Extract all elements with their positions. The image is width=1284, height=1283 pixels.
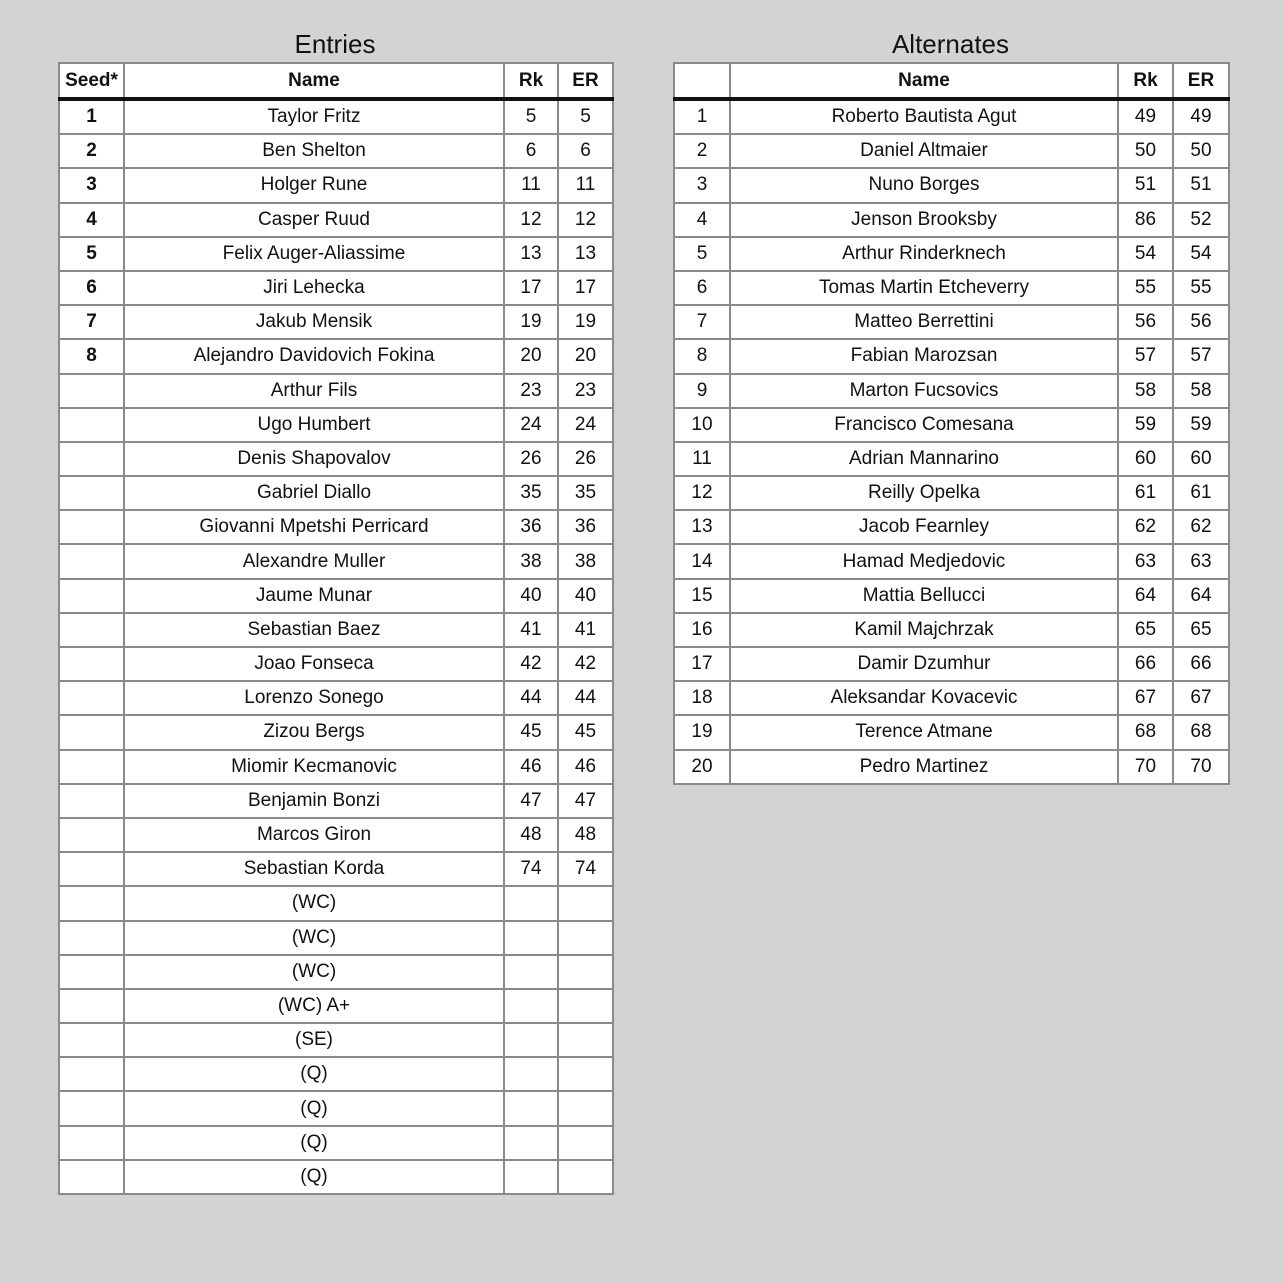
table-row [674,271,1229,305]
cell-name: Benjamin Bonzi [124,784,504,818]
cell-rk: 49 [1118,99,1173,134]
cell-er: 59 [1173,408,1229,442]
cell-er: 17 [558,271,613,305]
cell-rk: 74 [504,852,558,886]
cell-rk: 68 [1118,715,1173,749]
cell-rk: 56 [1118,305,1173,339]
table-row [59,1057,613,1091]
cell-num: 5 [674,237,730,271]
cell-num: 2 [674,134,730,168]
cell-er: 36 [558,510,613,544]
cell-rk [504,1023,558,1057]
cell-er: 40 [558,579,613,613]
cell-name: Joao Fonseca [124,647,504,681]
table-row [59,1126,613,1160]
cell-name: Matteo Berrettini [730,305,1118,339]
table-row [59,168,613,202]
table-row [674,544,1229,578]
table-row [674,715,1229,749]
cell-seed [59,476,124,510]
header-er: ER [1173,63,1229,99]
cell-rk: 58 [1118,374,1173,408]
cell-num: 9 [674,374,730,408]
cell-er: 65 [1173,613,1229,647]
cell-num: 19 [674,715,730,749]
cell-name: Fabian Marozsan [730,339,1118,373]
cell-name: (SE) [124,1023,504,1057]
cell-er: 24 [558,408,613,442]
table-row [674,750,1229,784]
cell-seed [59,544,124,578]
cell-name: Jacob Fearnley [730,510,1118,544]
cell-er: 45 [558,715,613,749]
cell-rk: 20 [504,339,558,373]
cell-name: Reilly Opelka [730,476,1118,510]
cell-name: Damir Dzumhur [730,647,1118,681]
cell-rk: 40 [504,579,558,613]
cell-name: Roberto Bautista Agut [730,99,1118,134]
table-row [59,339,613,373]
cell-rk [504,1126,558,1160]
cell-er: 60 [1173,442,1229,476]
cell-name: Sebastian Baez [124,613,504,647]
table-row [674,168,1229,202]
cell-rk: 48 [504,818,558,852]
table-row [59,1160,613,1194]
table-row [59,647,613,681]
cell-name: Giovanni Mpetshi Perricard [124,510,504,544]
cell-name: Hamad Medjedovic [730,544,1118,578]
cell-name: Daniel Altmaier [730,134,1118,168]
cell-er [558,886,613,920]
table-row [674,442,1229,476]
cell-name: (WC) [124,921,504,955]
cell-seed [59,955,124,989]
cell-rk: 13 [504,237,558,271]
table-row [674,134,1229,168]
cell-name: Marcos Giron [124,818,504,852]
cell-rk: 41 [504,613,558,647]
cell-seed [59,1126,124,1160]
cell-er: 44 [558,681,613,715]
cell-er: 63 [1173,544,1229,578]
cell-er: 55 [1173,271,1229,305]
cell-rk: 59 [1118,408,1173,442]
cell-rk: 46 [504,750,558,784]
table-row [59,681,613,715]
header-rk: Rk [504,63,558,99]
header-er: ER [558,63,613,99]
cell-rk [504,886,558,920]
table-row [59,203,613,237]
cell-name: Arthur Fils [124,374,504,408]
header-name: Name [730,63,1118,99]
cell-name: Ugo Humbert [124,408,504,442]
header-rk: Rk [1118,63,1173,99]
cell-seed [59,442,124,476]
cell-seed [59,510,124,544]
cell-er [558,1091,613,1125]
table-row [674,305,1229,339]
cell-er: 11 [558,168,613,202]
cell-rk: 63 [1118,544,1173,578]
cell-er: 13 [558,237,613,271]
cell-num: 7 [674,305,730,339]
cell-er: 42 [558,647,613,681]
entries-header-row [59,63,613,99]
header-name: Name [124,63,504,99]
table-row [59,886,613,920]
cell-name: Terence Atmane [730,715,1118,749]
table-row [59,442,613,476]
cell-seed [59,613,124,647]
table-row [674,579,1229,613]
cell-seed [59,852,124,886]
cell-name: Tomas Martin Etcheverry [730,271,1118,305]
cell-rk: 35 [504,476,558,510]
cell-name: Zizou Bergs [124,715,504,749]
cell-er: 38 [558,544,613,578]
cell-rk: 26 [504,442,558,476]
cell-er [558,1057,613,1091]
table-row [674,647,1229,681]
cell-er: 61 [1173,476,1229,510]
table-row [59,579,613,613]
cell-er [558,1160,613,1194]
cell-rk [504,1091,558,1125]
cell-rk [504,1057,558,1091]
table-row [59,955,613,989]
cell-name: Gabriel Diallo [124,476,504,510]
cell-rk [504,955,558,989]
table-row [59,305,613,339]
cell-rk: 64 [1118,579,1173,613]
cell-rk: 38 [504,544,558,578]
cell-er: 35 [558,476,613,510]
cell-name: Casper Ruud [124,203,504,237]
cell-name: (WC) [124,955,504,989]
table-row [674,374,1229,408]
cell-seed: 2 [59,134,124,168]
cell-name: Pedro Martinez [730,750,1118,784]
cell-name: Felix Auger-Aliassime [124,237,504,271]
cell-seed [59,647,124,681]
cell-er [558,989,613,1023]
cell-seed: 1 [59,99,124,134]
cell-rk [504,989,558,1023]
cell-name: Arthur Rinderknech [730,237,1118,271]
table-row [59,715,613,749]
cell-seed [59,784,124,818]
cell-er: 58 [1173,374,1229,408]
cell-er: 19 [558,305,613,339]
cell-seed [59,921,124,955]
cell-num: 10 [674,408,730,442]
cell-rk: 60 [1118,442,1173,476]
table-row [674,681,1229,715]
table-row [59,784,613,818]
cell-name: Nuno Borges [730,168,1118,202]
cell-num: 18 [674,681,730,715]
table-row [674,339,1229,373]
alternates-title: Alternates [891,29,1010,59]
cell-name: Jakub Mensik [124,305,504,339]
cell-er: 67 [1173,681,1229,715]
header-seed: Seed* [59,63,124,99]
cell-rk: 23 [504,374,558,408]
cell-rk [504,921,558,955]
cell-er: 57 [1173,339,1229,373]
cell-name: Miomir Kecmanovic [124,750,504,784]
cell-seed [59,579,124,613]
table-row [59,237,613,271]
cell-name: Alexandre Muller [124,544,504,578]
cell-er: 26 [558,442,613,476]
cell-num: 11 [674,442,730,476]
cell-seed [59,1160,124,1194]
cell-er: 20 [558,339,613,373]
cell-er [558,1126,613,1160]
cell-num: 3 [674,168,730,202]
cell-rk: 24 [504,408,558,442]
cell-name: Jiri Lehecka [124,271,504,305]
cell-name: Holger Rune [124,168,504,202]
table-row [674,408,1229,442]
table-row [59,476,613,510]
cell-seed [59,818,124,852]
cell-rk: 86 [1118,203,1173,237]
cell-er: 12 [558,203,613,237]
cell-num: 15 [674,579,730,613]
table-row [59,134,613,168]
cell-er: 5 [558,99,613,134]
cell-er: 50 [1173,134,1229,168]
cell-rk: 50 [1118,134,1173,168]
cell-er: 62 [1173,510,1229,544]
table-row [674,237,1229,271]
cell-rk: 51 [1118,168,1173,202]
cell-seed: 8 [59,339,124,373]
cell-rk: 70 [1118,750,1173,784]
cell-er: 64 [1173,579,1229,613]
cell-name: Ben Shelton [124,134,504,168]
cell-num: 12 [674,476,730,510]
table-row [674,510,1229,544]
cell-name: (Q) [124,1126,504,1160]
entries-title: Entries [294,29,376,59]
header-number [674,63,730,99]
cell-seed: 6 [59,271,124,305]
cell-er: 52 [1173,203,1229,237]
cell-rk: 17 [504,271,558,305]
table-row [674,476,1229,510]
cell-seed [59,408,124,442]
cell-er [558,955,613,989]
cell-rk [504,1160,558,1194]
cell-name: Kamil Majchrzak [730,613,1118,647]
table-row [59,1023,613,1057]
cell-seed [59,1091,124,1125]
cell-rk: 65 [1118,613,1173,647]
cell-seed [59,1023,124,1057]
cell-name: Adrian Mannarino [730,442,1118,476]
cell-seed: 3 [59,168,124,202]
table-row [59,374,613,408]
cell-rk: 42 [504,647,558,681]
cell-name: (Q) [124,1091,504,1125]
cell-er: 6 [558,134,613,168]
table-row [59,99,613,134]
cell-rk: 6 [504,134,558,168]
cell-rk: 5 [504,99,558,134]
table-row [674,613,1229,647]
cell-seed [59,374,124,408]
table-row [59,1091,613,1125]
cell-rk: 44 [504,681,558,715]
cell-er: 23 [558,374,613,408]
cell-rk: 54 [1118,237,1173,271]
cell-num: 20 [674,750,730,784]
table-row [59,989,613,1023]
cell-rk: 45 [504,715,558,749]
cell-rk: 47 [504,784,558,818]
cell-name: Aleksandar Kovacevic [730,681,1118,715]
table-row [59,408,613,442]
cell-rk: 12 [504,203,558,237]
cell-er: 41 [558,613,613,647]
cell-rk: 55 [1118,271,1173,305]
cell-seed [59,1057,124,1091]
cell-num: 6 [674,271,730,305]
table-row [59,852,613,886]
cell-name: (Q) [124,1160,504,1194]
cell-seed [59,989,124,1023]
cell-er: 54 [1173,237,1229,271]
cell-er: 51 [1173,168,1229,202]
alternates-table [673,62,1230,785]
cell-seed: 5 [59,237,124,271]
cell-num: 17 [674,647,730,681]
cell-name: Francisco Comesana [730,408,1118,442]
cell-name: Jaume Munar [124,579,504,613]
cell-er [558,921,613,955]
cell-er: 56 [1173,305,1229,339]
cell-seed [59,886,124,920]
cell-seed: 7 [59,305,124,339]
cell-name: Jenson Brooksby [730,203,1118,237]
entries-table [58,62,614,1195]
table-row [59,271,613,305]
table-row [674,99,1229,134]
cell-num: 16 [674,613,730,647]
cell-num: 13 [674,510,730,544]
cell-name: Denis Shapovalov [124,442,504,476]
cell-rk: 36 [504,510,558,544]
cell-seed [59,715,124,749]
cell-er: 47 [558,784,613,818]
cell-er: 66 [1173,647,1229,681]
cell-er: 74 [558,852,613,886]
alternates-header-row [674,63,1229,99]
cell-name: Alejandro Davidovich Fokina [124,339,504,373]
cell-rk: 11 [504,168,558,202]
cell-name: Marton Fucsovics [730,374,1118,408]
cell-name: (WC) [124,886,504,920]
table-row [59,750,613,784]
cell-rk: 66 [1118,647,1173,681]
cell-er: 49 [1173,99,1229,134]
cell-rk: 19 [504,305,558,339]
table-row [59,921,613,955]
cell-er [558,1023,613,1057]
cell-name: Mattia Bellucci [730,579,1118,613]
cell-rk: 62 [1118,510,1173,544]
cell-rk: 67 [1118,681,1173,715]
cell-num: 4 [674,203,730,237]
cell-num: 1 [674,99,730,134]
cell-seed [59,750,124,784]
cell-name: Sebastian Korda [124,852,504,886]
table-row [59,818,613,852]
cell-er: 68 [1173,715,1229,749]
cell-rk: 61 [1118,476,1173,510]
table-row [59,544,613,578]
cell-seed [59,681,124,715]
cell-name: (WC) A+ [124,989,504,1023]
cell-rk: 57 [1118,339,1173,373]
cell-er: 46 [558,750,613,784]
cell-er: 70 [1173,750,1229,784]
cell-seed: 4 [59,203,124,237]
cell-name: Lorenzo Sonego [124,681,504,715]
table-row [674,203,1229,237]
cell-num: 14 [674,544,730,578]
table-row [59,510,613,544]
table-row [59,613,613,647]
cell-name: Taylor Fritz [124,99,504,134]
cell-er: 48 [558,818,613,852]
cell-num: 8 [674,339,730,373]
cell-name: (Q) [124,1057,504,1091]
